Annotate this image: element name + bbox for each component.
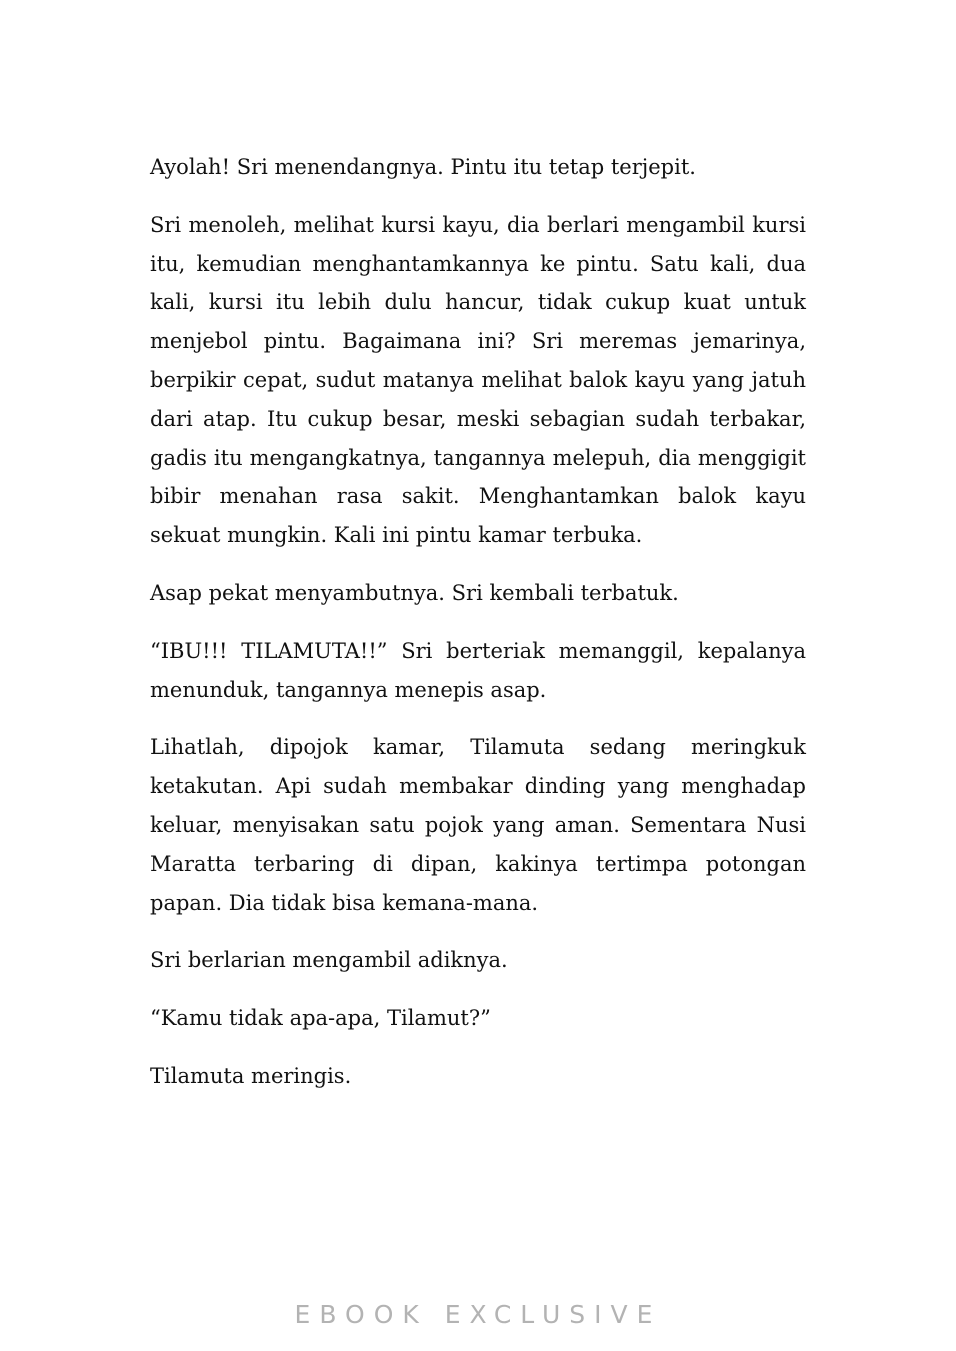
- paragraph: Sri berlarian mengambil adiknya.: [150, 948, 508, 973]
- paragraph: Ayolah! Sri menendangnya. Pintu itu tetap terjepit.: [150, 155, 696, 179]
- paragraph: Asap pekat menyambutnya. Sri kembali terbatuk.: [150, 580, 679, 605]
- paragraph: Lihatlah, dipojok kamar, Tilamuta sedang meringkuk ketakutan. Api sudah membakar dinding yang menghadap keluar, menyisakan satu pojok yang aman. Sementara Nusi Maratta terbaring di dipan, kakinya tertimpa potongan papan. Dia tidak bisa kemana-mana.: [150, 735, 806, 915]
- page-body: [150, 148, 806, 1115]
- paragraph: “Kamu tidak apa-apa, Tilamut?”: [150, 1006, 491, 1031]
- paragraph: Tilamuta meringis.: [150, 1063, 352, 1088]
- paragraph: Sri menoleh, melihat kursi kayu, dia berlari mengambil kursi itu, kemudian menghantamkannya ke pintu. Satu kali, dua kali, kursi itu lebih dulu hancur, tidak cukup kuat untuk menjebol pintu. Bagaimana ini? Sri meremas jemarinya, berpikir cepat, sudut matanya melihat balok kayu yang jatuh dari atap. Itu cukup besar, meski sebagian sudah terbakar, gadis itu mengangkatnya, tangannya melepuh, dia menggigit bibir menahan rasa sakit. Menghantamkan balok kayu sekuat mungkin. Kali ini pintu kamar terbuka.: [150, 212, 806, 548]
- paragraph: “IBU!!! TILAMUTA!!” Sri berteriak memanggil, kepalanya menunduk, tangannya menepis asap.: [150, 638, 806, 702]
- page-footer: EBOOK EXCLUSIVE: [294, 1300, 662, 1329]
